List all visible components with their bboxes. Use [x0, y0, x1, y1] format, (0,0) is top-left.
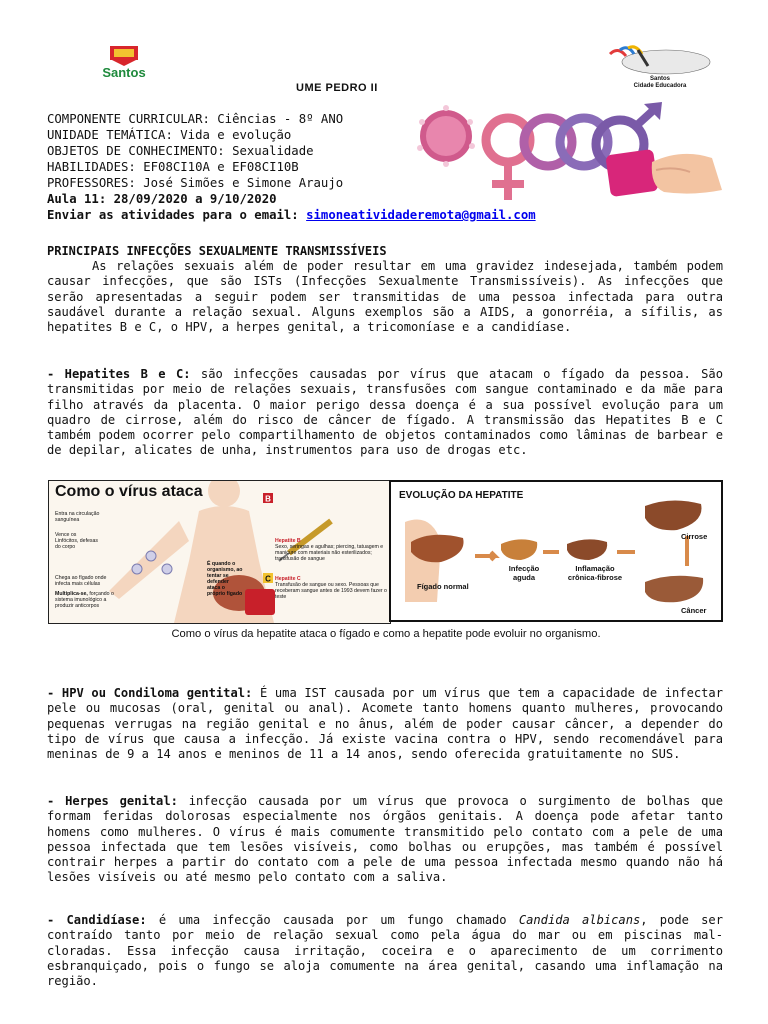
- school-name: UME PEDRO II: [296, 82, 378, 94]
- candidiasis-term: - Candidíase:: [47, 913, 147, 927]
- hepatitis-paragraph: [47, 367, 723, 459]
- candidiasis-text-2: , pode ser contraído tanto por meio de relação sexual como pela água do mar ou em piscinas mal-cloradas. Essa infecção causa irritação, coceira e o aparecimento de um corrimento esbranquiçado, pois o fungo se aloja comumente na área genital, casando uma inflamação na região.: [47, 913, 723, 989]
- hand-holding-condom-icon: [605, 149, 722, 197]
- section-title: PRINCIPAIS INFECÇÕES SEXUALMENTE TRANSMISSÍVEIS: [47, 244, 387, 258]
- blood-bag-icon: [245, 589, 275, 615]
- hepb-text: Sexo, seringas e agulhas; piercing, tatuagem e manicure com materiais não esterilizados; transfusão de sangue: [275, 544, 384, 562]
- badge-b: B: [265, 494, 271, 504]
- figure1-multiply-bold: Multiplica-se,: [55, 591, 88, 597]
- liver-fibrosis-icon: [567, 539, 607, 560]
- hepc-title: Hepatite C: [275, 576, 301, 582]
- badge-c: C: [265, 574, 271, 584]
- virus-attack-figure: [48, 480, 391, 624]
- label-cancer: Câncer: [681, 606, 707, 615]
- candidiasis-species: Candida albicans: [518, 913, 641, 927]
- label-normal: Fígado normal: [417, 582, 469, 591]
- hpv-paragraph: [47, 686, 723, 762]
- figure2-title: EVOLUÇÃO DA HEPATITE: [399, 490, 524, 501]
- meta-teachers: PROFESSORES: José Simões e Simone Araujo: [47, 176, 344, 190]
- cidade-educadora-caption: [598, 76, 722, 90]
- label-chronic: Inflamação crônica-fibrose: [567, 564, 623, 582]
- hepb-title: Hepatite B: [275, 538, 301, 544]
- label-acute: Infecção aguda: [508, 564, 540, 582]
- figure-caption: Como o vírus da hepatite ataca o fígado e como a hepatite pode evoluir no organismo.: [171, 628, 601, 640]
- santos-logo: [74, 44, 174, 80]
- meta-email-line: [47, 208, 536, 224]
- hpv-text: É uma IST causada por um vírus que tem a capacidade de infectar pele ou mucosas (oral, genital ou anal). Acomete tanto homens quanto mulheres, provocando pequenas verrugas na região genital e no ânus, além de poder causar câncer, a depender do tipo de vírus que causa a infecção. Já existe vacina contra o HPV, sendo recomendável para meninas de 9 a 14 anos e meninos de 11 a 14 anos, sendo oferecida gratuitamente no SUS.: [47, 686, 723, 762]
- liver-normal-icon: [411, 535, 464, 562]
- santos-logo-text: Santos: [102, 65, 146, 80]
- figure1-title: Como o vírus ataca: [55, 483, 203, 500]
- herpes-text: infecção causada por um vírus que provoca o surgimento de bolhas que formam feridas dolorosas especialmente nos órgãos genitais. A doença pode afetar tanto homens como mulheres. O vírus é mais comumente transmitido pelo contato com a pele de uma pessoa infectada que tem lesões visíveis, como bolhas ou erupções, mas também é possível contrair herpes a partir do contato com a pele de uma pessoa infectada mesmo quando não há lesões visíveis ou até mesmo pelo contato com a saliva.: [47, 794, 723, 885]
- figure1-label-liver: Chega ao fígado onde infecta mais células: [55, 575, 107, 587]
- liver-cancer-icon: [645, 576, 703, 603]
- hepatitis-term: - Hepatites B e C:: [47, 367, 191, 381]
- liver-cirrhosis-icon: [645, 500, 702, 530]
- figure1-hepb: [275, 538, 387, 562]
- meta-lesson: Aula 11: 28/09/2020 a 9/10/2020: [47, 192, 277, 206]
- virus-icon: [417, 105, 475, 167]
- meta-component: COMPONENTE CURRICULAR: Ciências - 8º ANO: [47, 112, 344, 126]
- hpv-term: - HPV ou Condiloma gentital:: [47, 686, 253, 700]
- figure1-hepc: [275, 576, 387, 600]
- figure1-label-entry: Entra na circulação sanguínea: [55, 511, 100, 523]
- caption-educadora: Cidade Educadora: [633, 83, 687, 89]
- candidiasis-paragraph: [47, 913, 723, 989]
- figure1-multiply-text: forçando o sistema imunológico a produzir anticorpos: [55, 591, 114, 609]
- caption-city: Santos: [649, 76, 670, 82]
- label-cirrhosis: Cirrose: [681, 532, 708, 541]
- candidiasis-text-1: é uma infecção causada por um fungo chamado: [146, 913, 519, 927]
- meta-objects: OBJETOS DE CONHECIMENTO: Sexualidade: [47, 144, 314, 158]
- figure1-label-center: É quando o organismo, ao tentar se defender ataca o próprio fígado: [207, 561, 243, 597]
- meta-skills: HABILIDADES: EF08CI10A e EF08CI10B: [47, 160, 299, 174]
- email-prefix: Enviar as atividades para o email:: [47, 208, 307, 222]
- sexuality-illustration: [412, 100, 724, 208]
- figure1-label-defense: Vence os Linfócitos, defesas do corpo: [55, 532, 98, 550]
- herpes-term: - Herpes genital:: [47, 794, 178, 808]
- herpes-paragraph: [47, 794, 723, 886]
- figure1-label-multiply: [55, 591, 115, 609]
- hepatitis-text: são infecções causadas por vírus que atacam o fígado da pessoa. São transmitidas por meio de relações sexuais, transfusões com sangue contaminado e da mãe para filho através da placenta. O maior perigo dessa doença é a sua possível evolução para um quadro de cirrose, além do risco de câncer de fígado. A transmissão das Hepatites B e C também podem ocorrer pelo compartilhamento de objetos contaminados como lâminas de barbear e de depilar, alicates de unha, instrumentos para uso de drogas etc.: [47, 367, 723, 458]
- liver-acute-icon: [501, 539, 537, 560]
- email-link[interactable]: simoneatividaderemota@gmail.com: [306, 208, 536, 222]
- meta-unit: UNIDADE TEMÁTICA: Vida e evolução: [47, 128, 292, 142]
- intro-paragraph: As relações sexuais além de poder resultar em uma gravidez indesejada, também podem causar infecções, que são ISTs (Infecções Sexualmente Transmissíveis). As infecções que serão apresentadas a seguir podem ser transmitidas de uma pessoa infectada para outra saudável durante a relação sexual. Alguns exemplos são a AIDS, a gonorréia, a sífilis, as hepatites B e C, o HPV, a herpes genital, a tricomoníase e a candidíase.: [47, 259, 723, 335]
- hepc-text: Transfusão de sangue ou sexo. Pessoas que receberam sangue antes de 1993 devem fazer o teste: [275, 582, 387, 600]
- hepatitis-evolution-figure: [389, 480, 723, 622]
